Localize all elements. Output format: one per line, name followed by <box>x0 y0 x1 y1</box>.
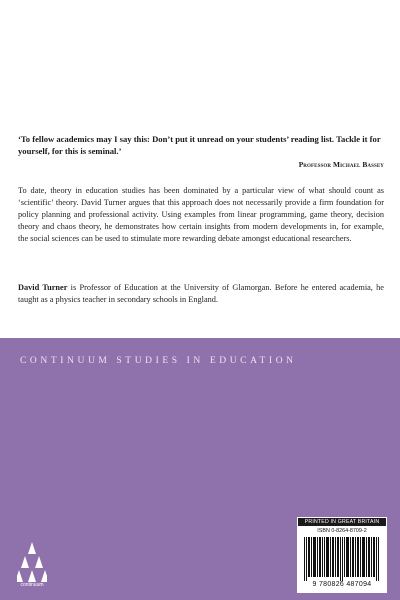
endorsement-attribution: Professor Michael Bassey <box>298 160 384 169</box>
author-bio-text: is Professor of Education at the University of Glamorgan. Before he entered academia, he taught as a physics teacher in secondary schools in England. <box>18 283 384 304</box>
endorsement-quote: ‘To fellow academics may I say this: Don’t put it unread on your students’ reading list. Tackle it for yourself, for this is seminal.’ <box>18 134 381 156</box>
author-name: David Turner <box>18 283 68 292</box>
author-bio <box>18 282 384 306</box>
book-description: To date, theory in education studies has been dominated by a particular view of what should count as ‘scientific’ theory. David Turner argues that this approach does not necessarily provide a firm foundation for policy planning and professional activity. Using examples from linear programming, game theory, decision theory and chaos theory, he demonstrates how certain insights from modern developments in, for example, the social sciences can be used to stimulate more rewarding debate amongst educational researchers. <box>18 186 384 243</box>
printed-in-label: PRINTED IN GREAT BRITAIN <box>298 518 386 526</box>
continuum-logo-icon <box>17 540 47 584</box>
barcode-icon <box>304 537 380 581</box>
publisher-name: continuum <box>20 582 44 588</box>
barcode-number: 9 780826 487094 <box>312 581 372 588</box>
isbn-text: ISBN 0-8264-8709-2 <box>317 528 367 534</box>
barcode-panel <box>297 517 387 593</box>
series-title: CONTINUUM STUDIES IN EDUCATION <box>20 356 297 366</box>
